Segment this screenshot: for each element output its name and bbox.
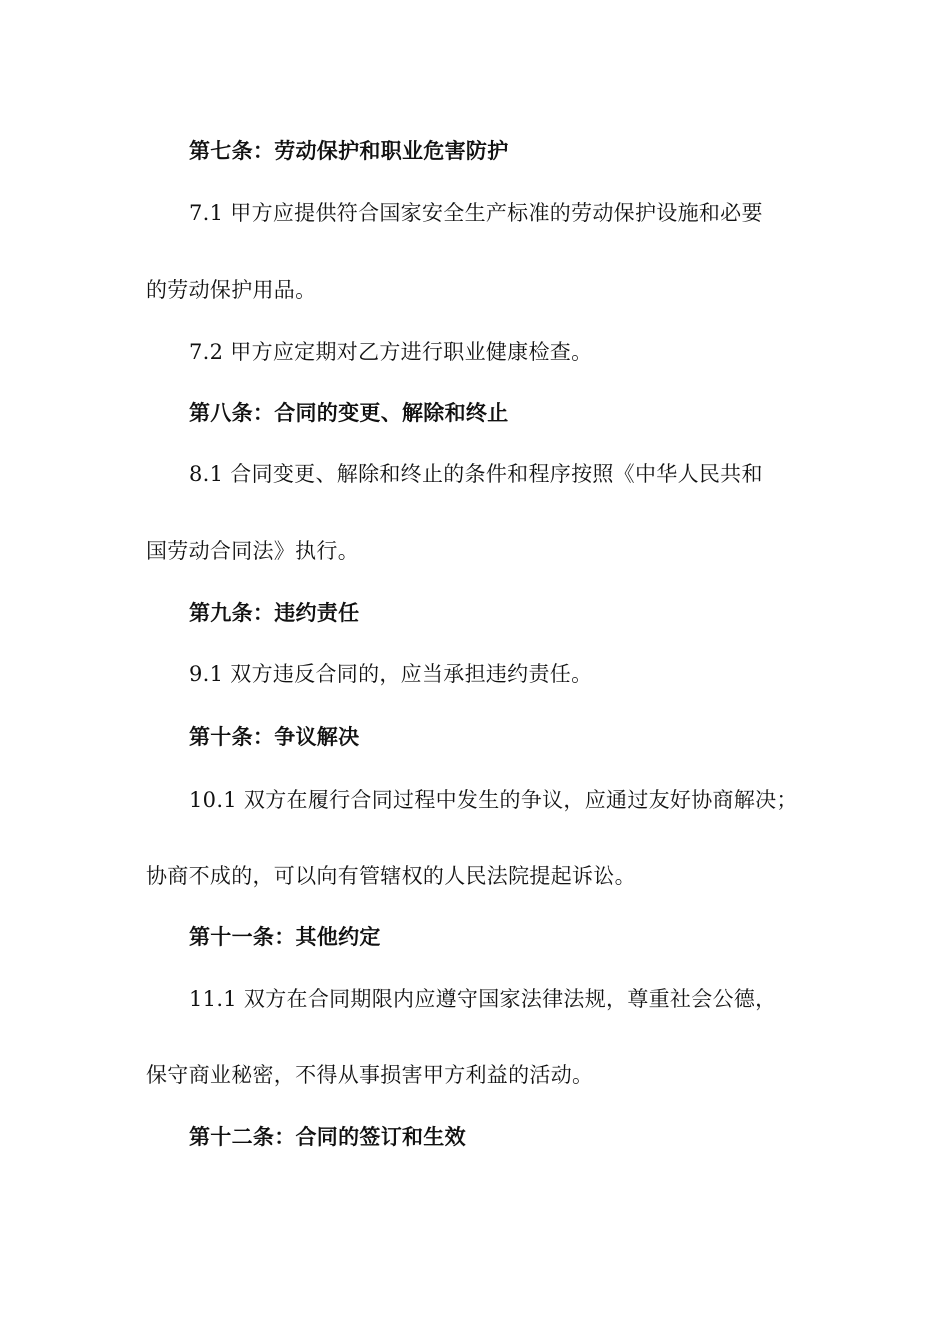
clause-7-1-line-2: 的劳动保护用品。 xyxy=(146,278,317,302)
clause-11-1-line-2: 保守商业秘密，不得从事损害甲方利益的活动。 xyxy=(146,1063,594,1087)
clause-9-1: 9.1 双方违反合同的，应当承担违约责任。 xyxy=(189,662,593,686)
article-7-heading: 第七条：劳动保护和职业危害防护 xyxy=(189,139,509,163)
article-12-heading: 第十二条：合同的签订和生效 xyxy=(189,1125,466,1149)
clause-8-1-line-1: 8.1 合同变更、解除和终止的条件和程序按照《中华人民共和 xyxy=(189,462,763,486)
article-9-heading: 第九条：违约责任 xyxy=(189,601,360,625)
clause-10-1-line-2: 协商不成的，可以向有管辖权的人民法院提起诉讼。 xyxy=(146,864,636,888)
article-8-heading: 第八条：合同的变更、解除和终止 xyxy=(189,401,509,425)
article-11-heading: 第十一条：其他约定 xyxy=(189,925,381,949)
clause-11-1-line-1: 11.1 双方在合同期限内应遵守国家法律法规，尊重社会公德， xyxy=(189,987,777,1011)
clause-10-1-line-1: 10.1 双方在履行合同过程中发生的争议，应通过友好协商解决； xyxy=(189,788,798,812)
clause-7-2: 7.2 甲方应定期对乙方进行职业健康检查。 xyxy=(189,340,593,364)
article-10-heading: 第十条：争议解决 xyxy=(189,725,360,749)
clause-8-1-line-2: 国劳动合同法》执行。 xyxy=(146,539,359,563)
clause-7-1-line-1: 7.1 甲方应提供符合国家安全生产标准的劳动保护设施和必要 xyxy=(189,201,763,225)
